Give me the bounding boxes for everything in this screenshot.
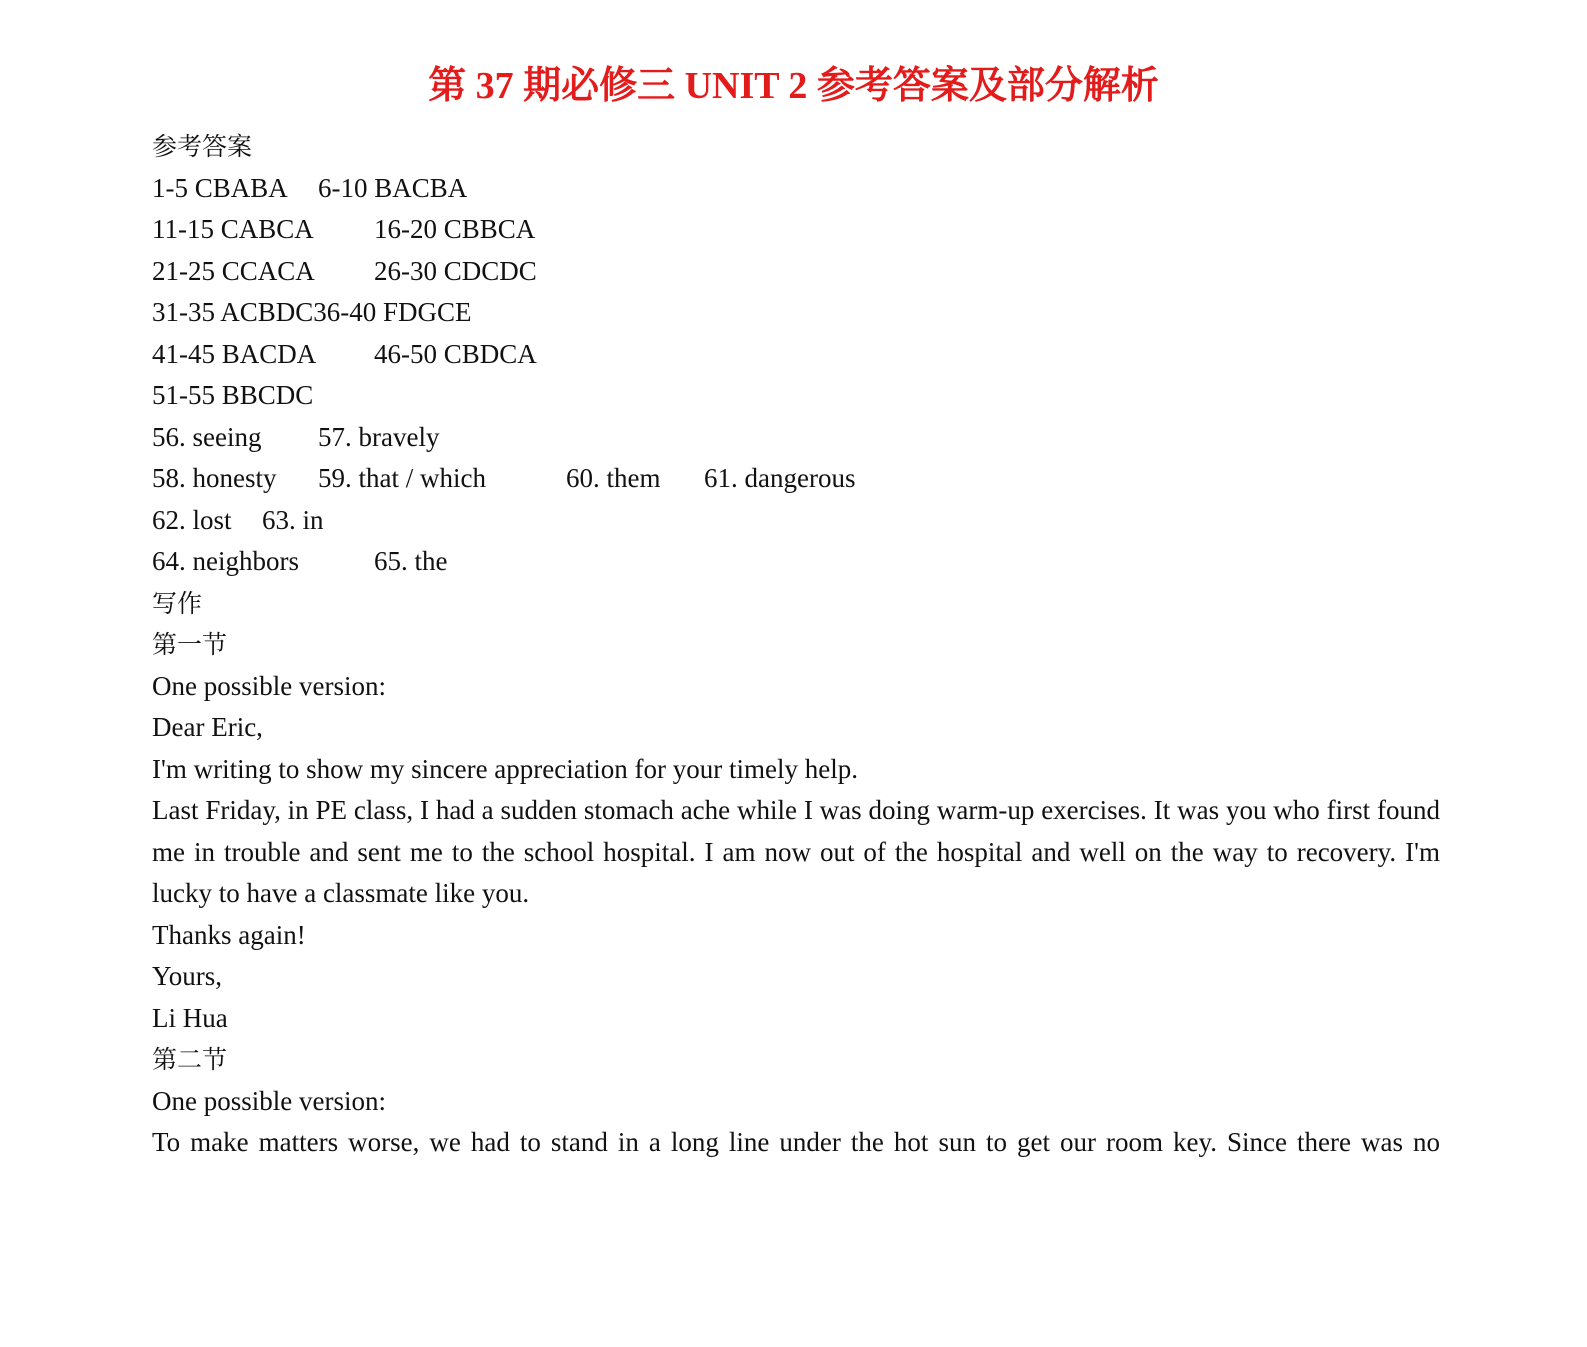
letter-signature: Li Hua: [152, 1002, 228, 1033]
letter-paragraph-2: Last Friday, in PE class, I had a sudden stomach ache while I was doing warm-up exercises. It was you who first found me in trouble and sent me to the school hospital. I am now out of the hospital and well on the way to recovery. I'm lucky to have a classmate like you.: [152, 795, 1440, 908]
answer-item: 64. neighbors: [152, 546, 299, 576]
answer-item: 11-15 CABCA: [152, 214, 314, 244]
letter-closing: Yours,: [152, 961, 223, 991]
answer-row: [152, 251, 1440, 293]
answer-item: 51-55 BBCDC: [152, 380, 314, 410]
answer-item: 6-10 BACBA: [318, 172, 468, 203]
answer-row: [152, 292, 1440, 334]
answer-row: [152, 375, 1440, 417]
answer-row: [152, 168, 1440, 210]
document-body: [152, 126, 1440, 1164]
answer-item: 65. the: [374, 546, 448, 576]
answers-heading: 参考答案: [152, 132, 253, 161]
page-title: 第 37 期必修三 UNIT 2 参考答案及部分解析: [428, 65, 1159, 107]
answer-row: [152, 541, 1440, 583]
answer-item: 59. that / which: [318, 463, 486, 493]
answer-item: 31-35 ACBDC36-40 FDGCE: [152, 297, 472, 327]
answer-item: 1-5 CBABA: [152, 172, 288, 203]
letter-thanks: Thanks again!: [152, 919, 306, 950]
answer-item: 41-45 BACDA: [152, 338, 317, 369]
section-1-heading: 第一节: [152, 630, 228, 659]
answer-item: 56. seeing: [152, 421, 262, 452]
answer-row: [152, 500, 1440, 542]
section-2-paragraph-1: To make matters worse, we had to stand in a long line under the hot sun to get our room key. Since there was no: [152, 1127, 1440, 1157]
answer-item: 58. honesty: [152, 463, 277, 493]
letter-greeting: Dear Eric,: [152, 712, 263, 742]
answer-item: 26-30 CDCDC: [374, 255, 537, 286]
answer-item: 21-25 CCACA: [152, 255, 315, 286]
answer-row: [152, 209, 1440, 251]
answer-item: 62. lost: [152, 504, 232, 535]
section-2-intro: One possible version:: [152, 1085, 386, 1116]
answer-row: [152, 334, 1440, 376]
answer-item: 16-20 CBBCA: [374, 214, 536, 244]
answer-item: 63. in: [262, 504, 324, 535]
answer-item: 57. bravely: [318, 421, 440, 452]
answer-item: 61. dangerous: [704, 463, 856, 493]
letter-paragraph-1: I'm writing to show my sincere appreciation for your timely help.: [152, 753, 858, 784]
answer-item: 60. them: [566, 463, 661, 493]
writing-heading: 写作: [152, 588, 203, 618]
section-1-intro: One possible version:: [152, 670, 386, 701]
answer-row: [152, 417, 1440, 459]
answer-row: [152, 458, 1440, 500]
answer-item: 46-50 CBDCA: [374, 338, 537, 369]
section-2-heading: 第二节: [152, 1045, 228, 1074]
